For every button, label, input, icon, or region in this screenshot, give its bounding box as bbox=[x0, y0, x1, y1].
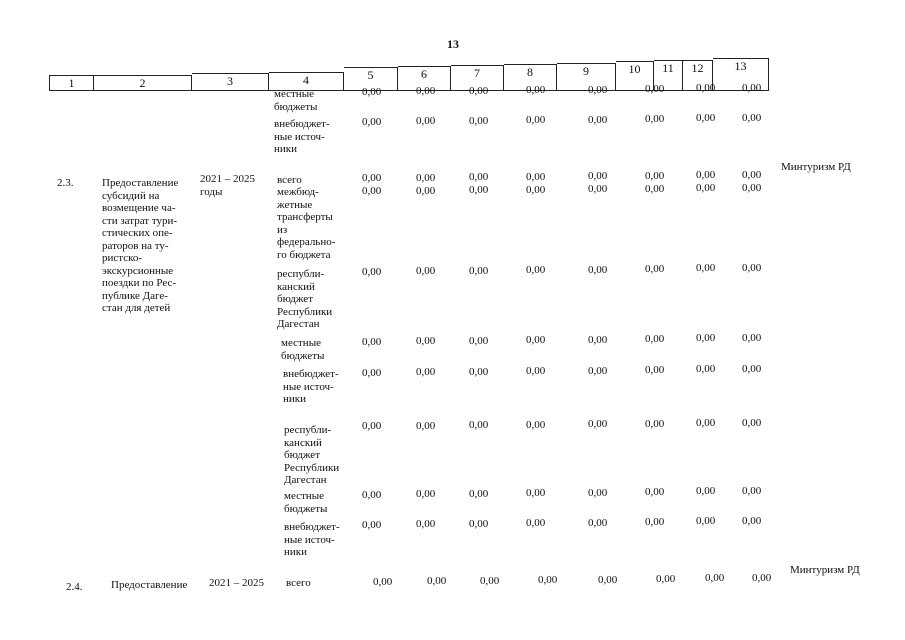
header-cell-13: 13 bbox=[713, 58, 769, 91]
top-local-col-8: 0,00 bbox=[526, 84, 546, 97]
r23-federal-col-6: 0,00 bbox=[416, 184, 436, 197]
row-number-2-3: 2.3. bbox=[57, 177, 74, 189]
top-local-col-7: 0,00 bbox=[469, 84, 489, 97]
r23-extra-col-12: 0,00 bbox=[742, 362, 762, 375]
r23-local-col-8: 0,00 bbox=[526, 334, 546, 347]
r23-republic-col-10: 0,00 bbox=[645, 263, 665, 275]
source-extra-2-3b: внебюджет- ные источ- ники bbox=[284, 521, 340, 558]
r23-republic-col-11: 0,00 bbox=[696, 262, 716, 275]
top-extra-col-6: 0,00 bbox=[416, 115, 436, 128]
top-extra-col-10: 0,00 bbox=[645, 113, 665, 125]
r23-extra-col-6: 0,00 bbox=[416, 366, 436, 379]
top-extra-col-5: 0,00 bbox=[362, 116, 382, 128]
r23-federal-col-10: 0,00 bbox=[645, 182, 665, 195]
r23-local-col-10: 0,00 bbox=[645, 333, 665, 345]
r23-federal-col-9: 0,00 bbox=[588, 183, 608, 195]
r23-local-col-9: 0,00 bbox=[588, 333, 608, 346]
r23b-republic-col-11: 0,00 bbox=[696, 417, 716, 429]
r23-republic-col-8: 0,00 bbox=[526, 264, 546, 277]
source-total-2-4: всего bbox=[286, 577, 311, 589]
top-local-col-11: 0,00 bbox=[696, 82, 716, 95]
top-extra-col-8: 0,00 bbox=[526, 114, 546, 127]
r23-local-col-12: 0,00 bbox=[742, 331, 762, 344]
r23-federal-col-12: 0,00 bbox=[742, 181, 762, 194]
r23-republic-col-5: 0,00 bbox=[362, 266, 382, 278]
r23b-local-col-10: 0,00 bbox=[645, 486, 665, 498]
r23b-local-col-5: 0,00 bbox=[362, 489, 382, 501]
r23-extra-col-9: 0,00 bbox=[588, 364, 608, 377]
r23b-local-col-6: 0,00 bbox=[416, 488, 436, 501]
header-cell-2: 2 bbox=[94, 75, 192, 91]
r23-total-col-11: 0,00 bbox=[696, 169, 716, 181]
r23b-local-col-7: 0,00 bbox=[469, 487, 489, 500]
r23-total-col-8: 0,00 bbox=[526, 170, 546, 183]
r24-total-col-8: 0,00 bbox=[538, 574, 558, 587]
source-local-budgets: местные бюджеты bbox=[274, 88, 318, 113]
source-total-2-3: всего bbox=[277, 174, 302, 186]
r23-federal-col-11: 0,00 bbox=[696, 182, 716, 194]
r23-local-col-5: 0,00 bbox=[362, 336, 382, 348]
measure-name-2-3: Предоставление субсидий на возмещение ча- сти затрат тури- стических опе- раторов на ту- ристско- экскурсионные поездки по Рес- публике Даге- стан для детей bbox=[102, 177, 179, 314]
r23b-republic-col-6: 0,00 bbox=[416, 419, 436, 432]
top-local-col-5: 0,00 bbox=[362, 86, 382, 98]
r23b-extra-col-11: 0,00 bbox=[696, 515, 716, 528]
r23-total-col-9: 0,00 bbox=[588, 170, 608, 182]
source-local-2-3b: местные бюджеты bbox=[284, 490, 328, 515]
header-cell-8: 8 bbox=[504, 64, 557, 91]
r23b-republic-col-10: 0,00 bbox=[645, 417, 665, 430]
top-local-col-6: 0,00 bbox=[416, 85, 436, 98]
header-cell-5: 5 bbox=[344, 67, 398, 91]
period-2-3: 2021 – 2025 годы bbox=[200, 173, 255, 198]
header-cell-6: 6 bbox=[398, 66, 451, 91]
r23b-republic-col-12: 0,00 bbox=[742, 416, 762, 429]
top-extra-col-9: 0,00 bbox=[588, 113, 608, 126]
r23b-local-col-9: 0,00 bbox=[588, 486, 608, 499]
r23-total-col-6: 0,00 bbox=[416, 171, 436, 184]
top-local-col-9: 0,00 bbox=[588, 83, 608, 96]
r24-total-col-7: 0,00 bbox=[480, 574, 500, 587]
top-extra-col-11: 0,00 bbox=[696, 112, 716, 125]
r23-total-col-5: 0,00 bbox=[362, 172, 382, 184]
r23-extra-col-7: 0,00 bbox=[469, 365, 489, 378]
r24-total-col-6: 0,00 bbox=[427, 575, 447, 588]
r23-local-col-11: 0,00 bbox=[696, 332, 716, 345]
r23-extra-col-8: 0,00 bbox=[526, 365, 546, 378]
r23b-local-col-8: 0,00 bbox=[526, 487, 546, 500]
r24-total-col-10: 0,00 bbox=[656, 573, 676, 585]
r23-federal-col-7: 0,00 bbox=[469, 184, 489, 196]
executor-2-4: Минтуризм РД bbox=[790, 564, 860, 576]
executor-2-3: Минтуризм РД bbox=[781, 161, 851, 173]
r23-total-col-10: 0,00 bbox=[645, 169, 665, 182]
r23-republic-col-6: 0,00 bbox=[416, 265, 436, 278]
r23-federal-col-8: 0,00 bbox=[526, 183, 546, 196]
r23-republic-col-9: 0,00 bbox=[588, 263, 608, 276]
r23b-extra-col-6: 0,00 bbox=[416, 518, 436, 531]
r23b-extra-col-7: 0,00 bbox=[469, 517, 489, 530]
r23b-republic-col-8: 0,00 bbox=[526, 418, 546, 431]
row-number-2-4: 2.4. bbox=[66, 581, 83, 593]
r23-federal-col-5: 0,00 bbox=[362, 185, 382, 197]
r23-extra-col-10: 0,00 bbox=[645, 364, 665, 376]
r23-extra-col-5: 0,00 bbox=[362, 367, 382, 379]
r23-local-col-7: 0,00 bbox=[469, 334, 489, 347]
r23b-extra-col-12: 0,00 bbox=[742, 514, 762, 527]
page-number: 13 bbox=[447, 37, 459, 51]
source-extra-2-3: внебюджет- ные источ- ники bbox=[283, 368, 339, 405]
r23-republic-col-12: 0,00 bbox=[742, 261, 762, 274]
header-cell-4: 4 bbox=[269, 72, 344, 91]
r24-total-col-5: 0,00 bbox=[373, 576, 393, 588]
top-extra-col-12: 0,00 bbox=[742, 111, 762, 124]
header-cell-10: 10 bbox=[616, 61, 654, 91]
r23-local-col-6: 0,00 bbox=[416, 335, 436, 348]
r23b-republic-col-5: 0,00 bbox=[362, 420, 382, 432]
r23-republic-col-7: 0,00 bbox=[469, 264, 489, 277]
header-cell-12: 12 bbox=[683, 60, 713, 91]
r24-total-col-11: 0,00 bbox=[705, 572, 725, 585]
r23b-extra-col-8: 0,00 bbox=[526, 517, 546, 530]
top-extra-col-7: 0,00 bbox=[469, 114, 489, 127]
r23b-extra-col-9: 0,00 bbox=[588, 516, 608, 529]
top-local-col-12: 0,00 bbox=[742, 81, 762, 94]
header-cell-11: 11 bbox=[654, 60, 683, 91]
header-cell-3: 3 bbox=[192, 73, 269, 91]
header-cell-1: 1 bbox=[49, 75, 94, 91]
r23-total-col-7: 0,00 bbox=[469, 171, 489, 183]
r23b-local-col-11: 0,00 bbox=[696, 485, 716, 498]
r23-total-col-12: 0,00 bbox=[742, 168, 762, 181]
measure-name-2-4: Предоставление bbox=[111, 579, 188, 591]
top-local-col-10: 0,00 bbox=[645, 83, 665, 95]
period-2-4: 2021 – 2025 bbox=[209, 577, 264, 589]
r23b-extra-col-5: 0,00 bbox=[362, 519, 382, 531]
source-republic-2-3: республи- канский бюджет Республики Дагестан bbox=[277, 268, 333, 330]
source-local-2-3: местные бюджеты bbox=[281, 337, 325, 362]
source-republic-2-3b: республи- канский бюджет Республики Дагестан bbox=[284, 424, 340, 486]
header-cell-9: 9 bbox=[557, 63, 616, 91]
r23b-local-col-12: 0,00 bbox=[742, 484, 762, 497]
source-extrabudgetary: внебюджет- ные источ- ники bbox=[274, 118, 330, 155]
r23b-republic-col-7: 0,00 bbox=[469, 419, 489, 431]
r23-extra-col-11: 0,00 bbox=[696, 363, 716, 376]
r24-total-col-9: 0,00 bbox=[598, 573, 618, 586]
r23b-republic-col-9: 0,00 bbox=[588, 418, 608, 430]
r23b-extra-col-10: 0,00 bbox=[645, 516, 665, 528]
header-cell-7: 7 bbox=[451, 65, 504, 91]
source-federal-2-3: межбюд- жетные трансферты из федерально- го бюджета bbox=[277, 186, 336, 261]
r24-total-col-12: 0,00 bbox=[752, 571, 772, 584]
